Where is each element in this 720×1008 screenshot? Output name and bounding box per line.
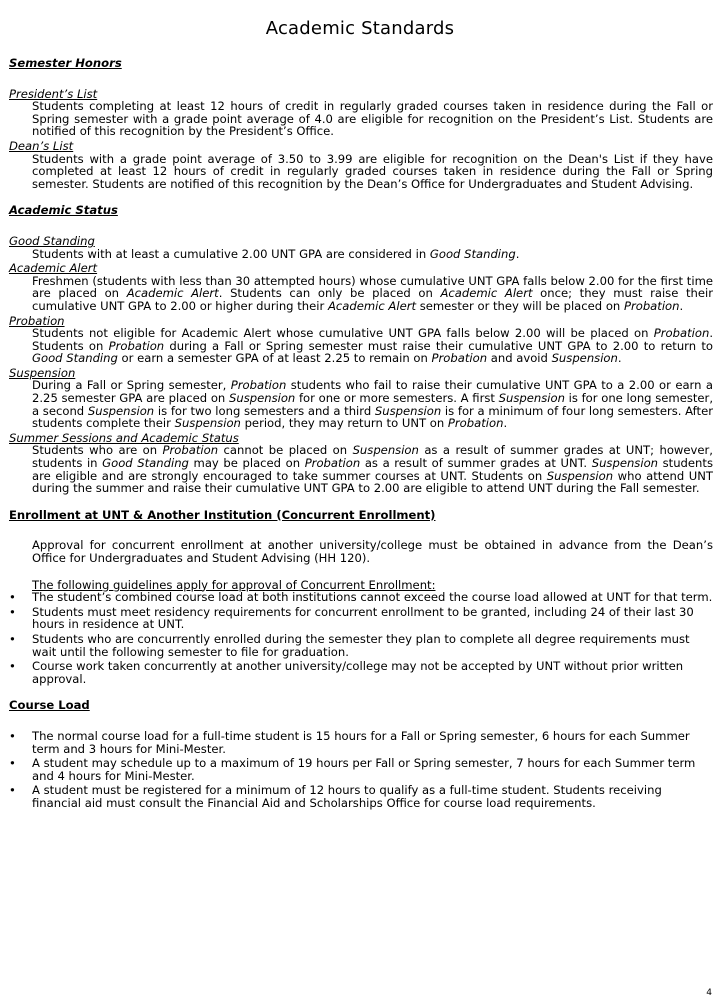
presidents-list-text: Students completing at least 12 hours of credit in regularly graded courses taken in residence during the Fall or Spring semester with a grade point average of 4.0 are eligible for recognition on the President’s List. Students are notified of this recognition by the President’s Office. — [32, 99, 713, 139]
list-item: • The student’s combined course load at both institutions cannot exceed the course load allowed at UNT for that term. — [9, 590, 713, 605]
academic-alert-label: Academic Alert — [9, 261, 98, 276]
academic-status-heading: Academic Status — [9, 203, 118, 218]
deans-list-text: Students with a grade point average of 3.50 to 3.99 are eligible for recognition on the Dean's List if they have completed at least 12 hours of credit in regularly graded courses taken in residence during the Fall or Spring semester. Students are notified of this recognition by the Dean’s Office for Undergraduates and Student Advising. — [32, 151, 713, 191]
good-standing-label: Good Standing — [9, 233, 95, 248]
summer-sessions-text: Students who are on Probation cannot be placed on Suspension as a result of summer grades at UNT; however, students in Good Standing may be placed on Probation as a result of summer grades at UNT. Suspension students are eligible and are strongly encouraged to take summer courses at UNT. Students on Suspension who attend UNT during the summer and raise their cumulative UNT GPA to 2.00 are eligible to attend UNT during the Fall semester. — [32, 443, 713, 496]
summer-sessions-label: Summer Sessions and Academic Status — [9, 430, 239, 445]
concurrent-enrollment-heading: Enrollment at UNT & Another Institution (Concurrent Enrollment) — [9, 507, 436, 522]
bullet-icon: • — [9, 631, 16, 646]
suspension-text: During a Fall or Spring semester, Probation students who fail to raise their cumulative UNT GPA to a 2.00 or earn a 2.25 semester GPA are placed on Suspension for one or more semesters. A first Suspension is for one long semester, a second Suspension is for two long semesters and a third Suspension is for a minimum of four long semesters. After students complete their Suspension period, they may return to UNT on Probation. — [32, 378, 713, 431]
list-item: • Students who are concurrently enrolled during the semester they plan to complete all degree requirements must wait until the following semester to file for graduation. — [9, 631, 690, 659]
list-item: • Students must meet residency requirements for concurrent enrollment to be granted, including 24 of their last 30 hours in residence at UNT. — [9, 604, 694, 632]
guidelines-label: The following guidelines apply for approval of Concurrent Enrollment: — [32, 577, 436, 592]
bullet-icon: • — [9, 728, 16, 743]
bullet-icon: • — [9, 783, 16, 798]
bullet-icon: • — [9, 590, 16, 605]
probation-label: Probation — [9, 313, 65, 328]
bullet-icon: • — [9, 659, 16, 674]
page-number: 4 — [706, 988, 712, 998]
bullet-icon: • — [9, 604, 16, 619]
page-content — [9, 57, 713, 810]
presidents-list-label: President’s List — [9, 86, 98, 101]
deans-list-label: Dean’s List — [9, 138, 74, 153]
list-item: • A student may schedule up to a maximum of 19 hours per Fall or Spring semester, 7 hours for each Summer term and 4 hours for Mini-Mester. — [9, 756, 696, 783]
academic-alert-text: Freshmen (students with less than 30 attempted hours) whose cumulative UNT GPA falls below 2.00 for the first time are placed on Academic Alert. Students can only be placed on Academic Alert once; they must raise their cumulative UNT GPA to 2.00 or higher during their Academic Alert semester or they will be placed on Probation. — [32, 273, 713, 313]
suspension-label: Suspension — [9, 365, 76, 380]
list-item: • The normal course load for a full-time student is 15 hours for a Fall or Spring semester, 6 hours for each Summer term and 3 hours for Mini-Mester. — [9, 728, 690, 756]
list-item: • Course work taken concurrently at another university/college may not be accepted by UNT without prior written approval. — [9, 659, 684, 686]
list-item: • A student must be registered for a minimum of 12 hours to qualify as a full-time student. Students receiving financial aid must consult the Financial Aid and Scholarships Office for course load requirements. — [9, 783, 662, 810]
good-standing-text: Students with at least a cumulative 2.00 UNT GPA are considered in Good Standing. — [32, 246, 520, 261]
course-load-heading: Course Load — [9, 698, 90, 713]
semester-honors-heading: Semester Honors — [9, 56, 122, 70]
concurrent-enrollment-text: Approval for concurrent enrollment at another university/college must be obtained in advance from the Dean’s Office for Undergraduates and Student Advising (HH 120). — [32, 538, 713, 565]
bullet-icon: • — [9, 756, 16, 771]
page-title: Academic Standards — [265, 18, 455, 39]
probation-text: Students not eligible for Academic Alert whose cumulative UNT GPA falls below 2.00 will be placed on Probation. Students on Probation during a Fall or Spring semester must raise their cumulative UNT GPA to 2.00 to return to Good Standing or earn a semester GPA of at least 2.25 to remain on Probation and avoid Suspension. — [32, 326, 713, 366]
